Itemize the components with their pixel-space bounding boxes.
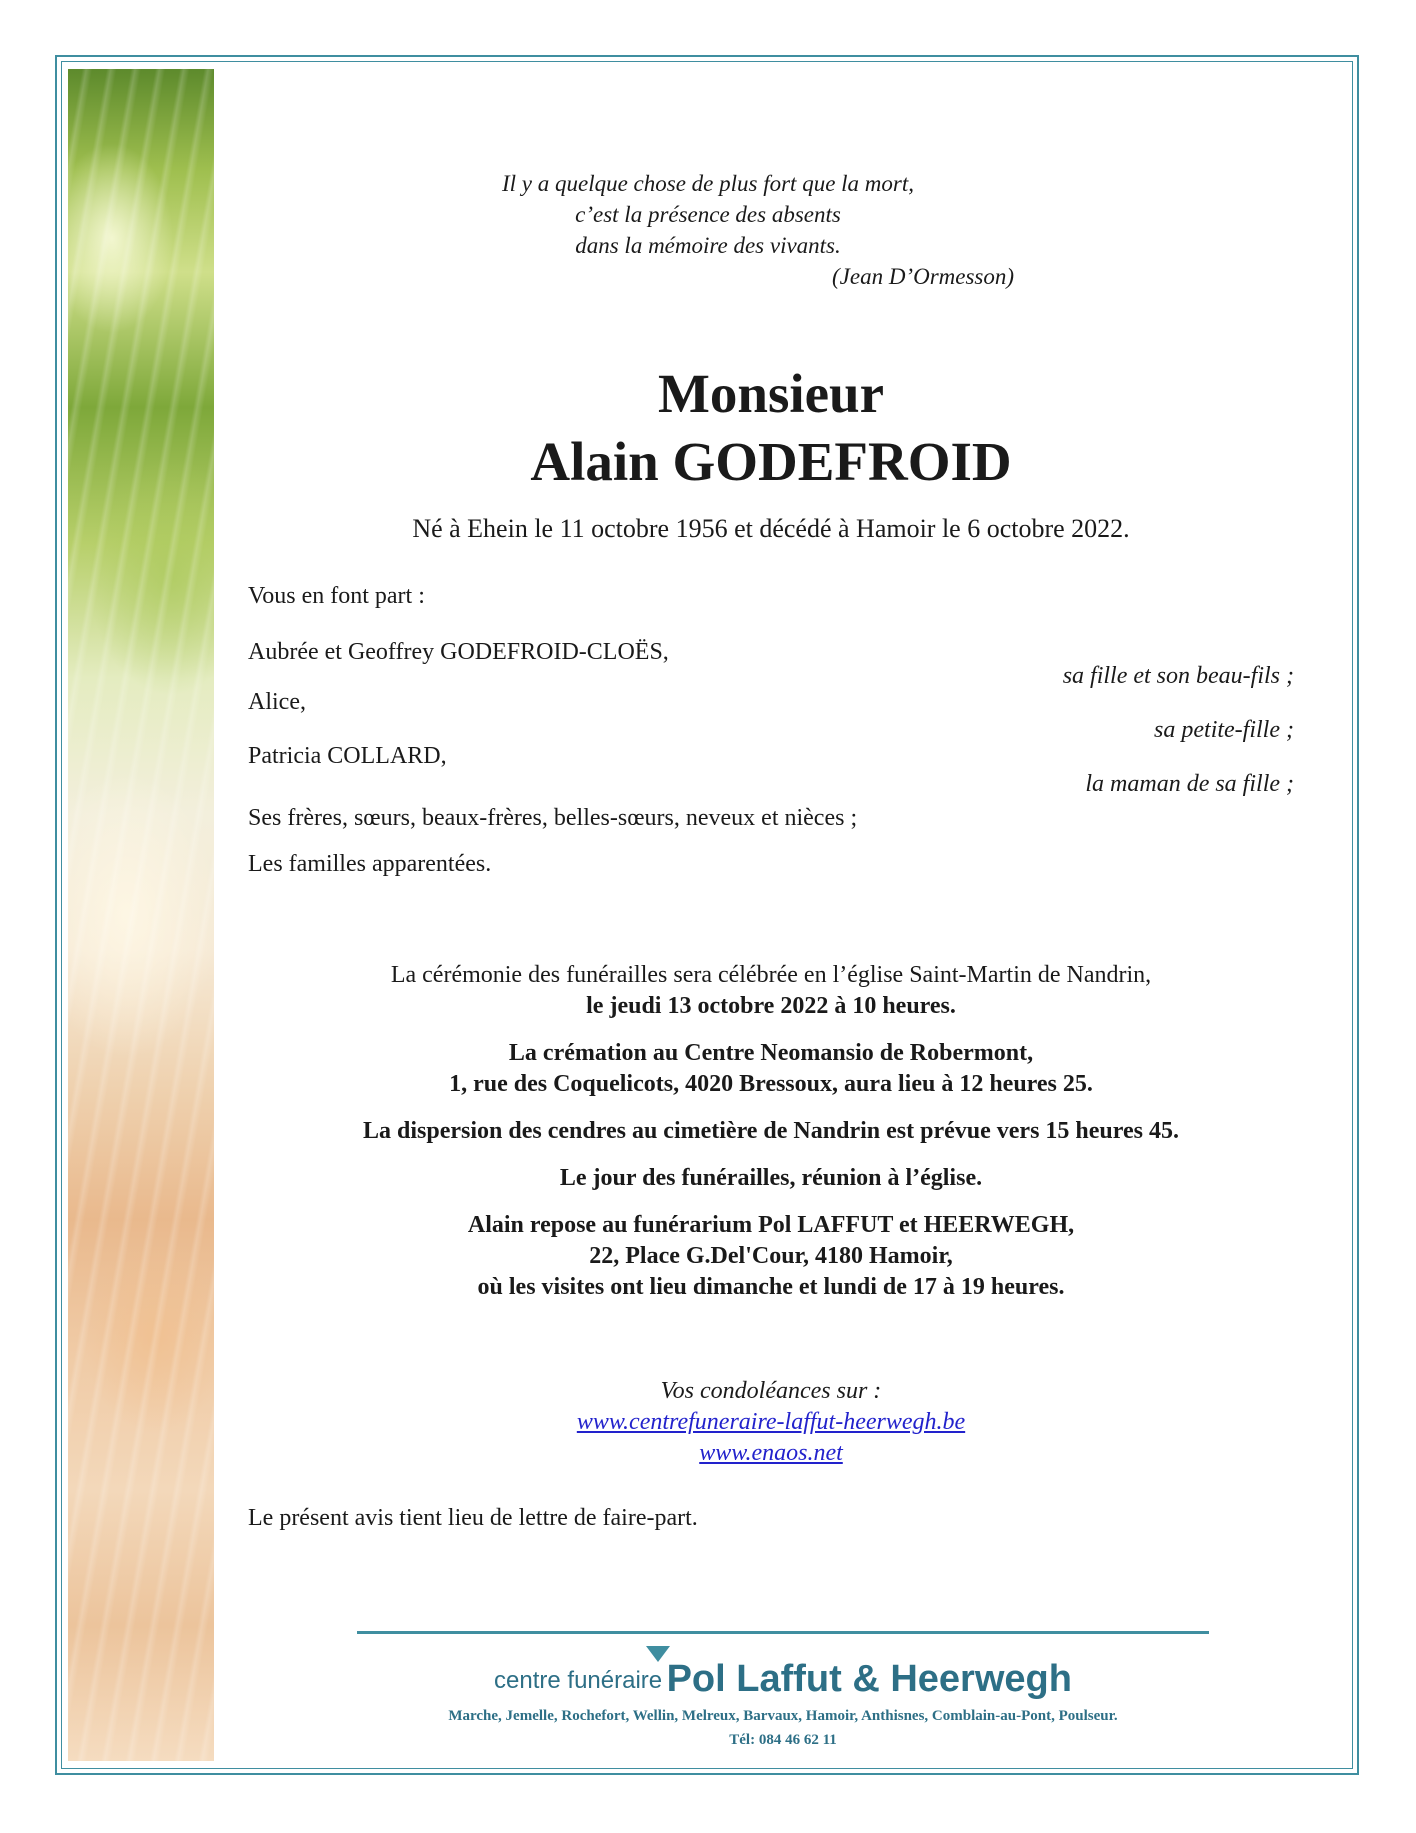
quote-line: c’est la présence des absents bbox=[575, 202, 841, 227]
ceremony-date: le jeudi 13 octobre 2022 à 10 heures. bbox=[586, 993, 956, 1019]
deceased-name: Alain GODEFROID bbox=[530, 431, 1012, 492]
condolences-section bbox=[214, 1376, 1328, 1469]
visiting-hours: où les visites ont lieu dimanche et lundi de 17 à 19 heures. bbox=[477, 1274, 1065, 1300]
cremation-address: 1, rue des Coquelicots, 4020 Bressoux, aura lieu à 12 heures 25. bbox=[449, 1071, 1093, 1097]
birth-death-dates: Né à Ehein le 11 octobre 1956 et décédé à Hamoir le 6 octobre 2022. bbox=[412, 514, 1130, 543]
logo-brand: Pol Laffut & Heerwegh bbox=[666, 1658, 1072, 1700]
deceased-title: Monsieur bbox=[657, 363, 885, 424]
memorial-quote bbox=[0, 168, 1416, 292]
funerarium-name: Alain repose au funérarium Pol LAFFUT et HEERWEGH, bbox=[467, 1212, 1075, 1238]
footer-phone: Tél: 084 46 62 11 bbox=[729, 1732, 837, 1748]
quote-line: dans la mémoire des vivants. bbox=[575, 233, 841, 258]
meeting-info: Le jour des funérailles, réunion à l’église. bbox=[559, 1165, 983, 1191]
funerarium-address: 22, Place G.Del'Cour, 4180 Hamoir, bbox=[589, 1243, 953, 1269]
ceremony-location: La cérémonie des funérailles sera célébrée en l’église Saint-Martin de Nandrin, bbox=[390, 962, 1152, 988]
logo-tagline: centre funéraire bbox=[494, 1667, 663, 1694]
family-related: Les familles apparentées. bbox=[248, 851, 492, 877]
family-member-relation: la maman de sa fille ; bbox=[1085, 771, 1294, 797]
condolences-link-laffut[interactable]: www.centrefuneraire-laffut-heerwegh.be bbox=[576, 1409, 966, 1435]
footer-divider bbox=[357, 1631, 1209, 1634]
condolences-link-enaos[interactable]: www.enaos.net bbox=[699, 1440, 843, 1466]
family-extended: Ses frères, sœurs, beaux-frères, belles-sœurs, neveux et nièces ; bbox=[248, 805, 858, 831]
funeral-details bbox=[214, 960, 1328, 1303]
condolences-label: Vos condoléances sur : bbox=[660, 1378, 882, 1404]
quote-line: Il y a quelque chose de plus fort que la mort, bbox=[501, 171, 914, 196]
family-member-name: Aubrée et Geoffrey GODEFROID-CLOËS, bbox=[248, 639, 669, 665]
family-member-relation: sa petite-fille ; bbox=[1154, 717, 1294, 743]
family-announcement bbox=[248, 580, 1294, 880]
cremation-location: La crémation au Centre Neomansio de Robermont, bbox=[508, 1040, 1034, 1066]
family-member-name: Patricia COLLARD, bbox=[248, 743, 447, 769]
family-member-relation: sa fille et son beau-fils ; bbox=[1062, 663, 1294, 689]
footer-cities: Marche, Jemelle, Rochefort, Wellin, Melreux, Barvaux, Hamoir, Anthisnes, Comblain-au-Pont, Poulseur. bbox=[448, 1708, 1118, 1724]
quote-author: (Jean D’Ormesson) bbox=[832, 264, 1015, 289]
family-member-name: Alice, bbox=[248, 689, 306, 715]
faire-part-notice: Le présent avis tient lieu de lettre de faire-part. bbox=[248, 1505, 698, 1531]
forest-path-photo bbox=[68, 69, 214, 1761]
deceased-heading bbox=[214, 360, 1328, 496]
funeral-home-logo bbox=[357, 1658, 1209, 1701]
family-intro: Vous en font part : bbox=[248, 583, 425, 609]
ash-dispersion: La dispersion des cendres au cimetière de Nandrin est prévue vers 15 heures 45. bbox=[363, 1118, 1179, 1144]
